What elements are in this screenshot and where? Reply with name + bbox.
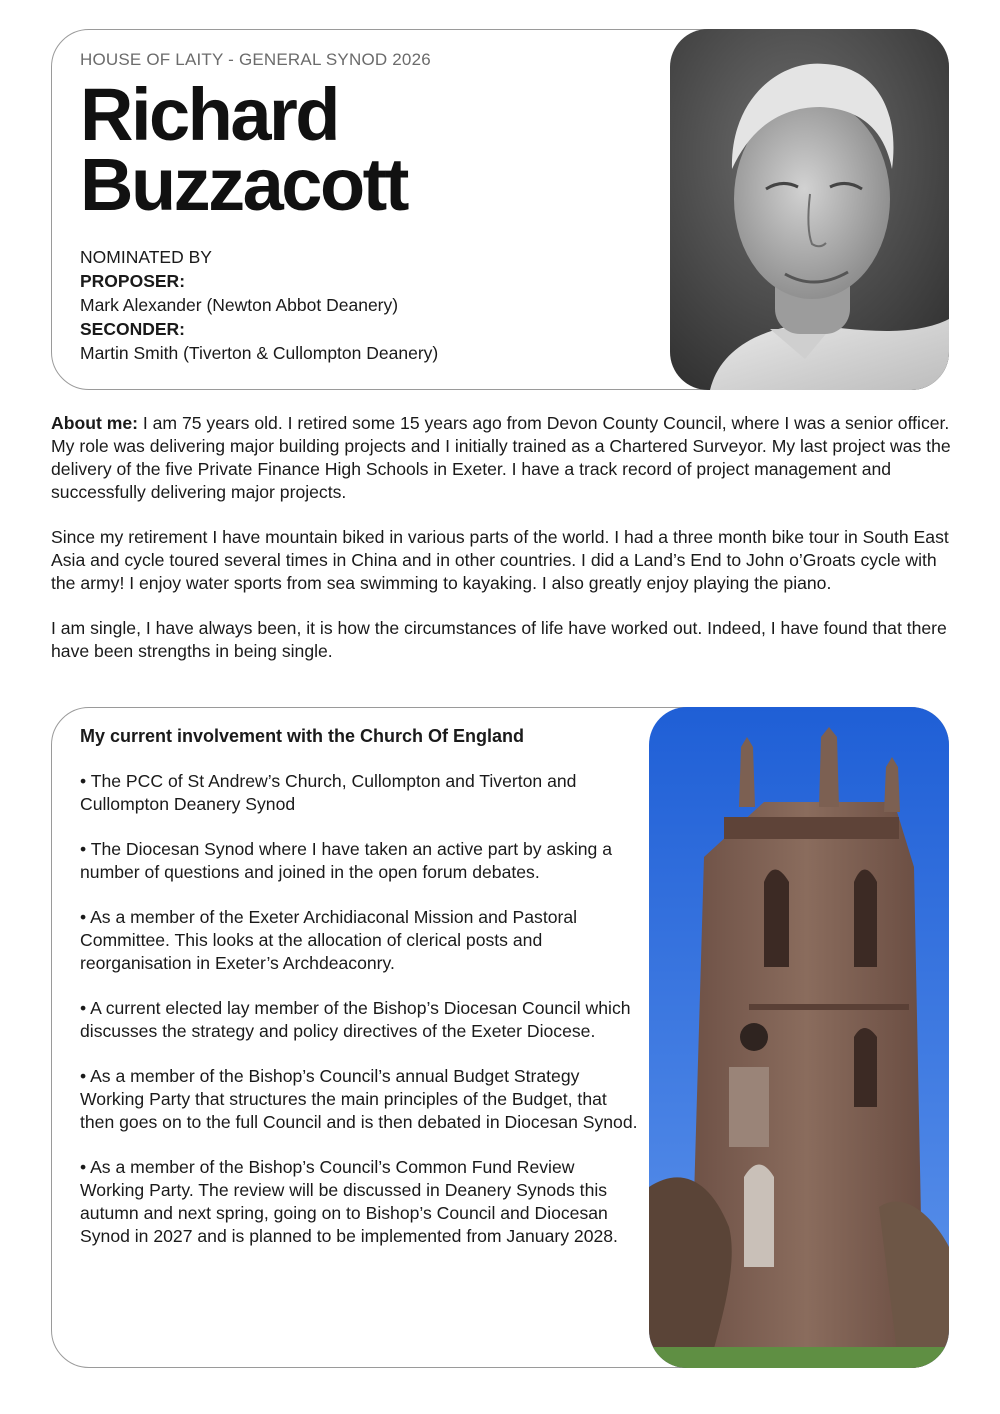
involvement-title: My current involvement with the Church Of England (80, 726, 525, 746)
proposer-label: PROPOSER: (80, 271, 186, 291)
involvement-item: • As a member of the Bishop’s Council’s Common Fund Review Working Party. The review will be discussed in Deanery Synods this autumn and next spring, going on to Bishop’s Council and Diocesan Synod in 2027 and is planned to be implemented from January 2028. (80, 1157, 618, 1246)
involvement-item: • The Diocesan Synod where I have taken an active part by asking a number of questions and joined in the open forum debates. (80, 839, 613, 882)
nominated-by-label: NOMINATED BY (80, 247, 212, 267)
involvement-section (80, 724, 640, 1270)
involvement-item: • As a member of the Exeter Archidiaconal Mission and Pastoral Committee. This looks at the allocation of clerical posts and reorganisation in Exeter’s Archdeaconry. (80, 907, 578, 973)
candidate-last-name: Buzzacott (80, 143, 407, 226)
candidate-first-name: Richard (80, 73, 339, 156)
about-paragraph-1 (51, 412, 956, 504)
involvement-item: • As a member of the Bishop’s Council’s annual Budget Strategy Working Party that structures the main principles of the Budget, that then goes on to the full Council and is then debated in Diocesan Synod. (80, 1066, 638, 1132)
about-paragraph-2: Since my retirement I have mountain biked in various parts of the world. I had a three month bike tour in South East Asia and cycle toured several times in China and in other countries. I did a Land’s End to John o’Groats cycle with the army! I enjoy water sports from sea swimming to kayaking. I also greatly enjoy playing the piano. (51, 527, 949, 593)
involvement-item: • The PCC of St Andrew’s Church, Cullompton and Tiverton and Cullompton Deanery Synod (80, 771, 577, 814)
nomination-block (80, 245, 438, 365)
about-label: About me: (51, 413, 138, 433)
seconder-label: SECONDER: (80, 319, 186, 339)
about-text-1: I am 75 years old. I retired some 15 years ago from Devon County Council, where I was a senior officer. My role was delivering major building projects and I initially trained as a Chartered Surveyor. My last project was the delivery of the five Private Finance High Schools in Exeter. I have a track record of project management and successfully delivering major projects. (51, 413, 951, 502)
candidate-name (80, 73, 407, 226)
seconder-name: Martin Smith (Tiverton & Cullompton Deanery) (80, 343, 439, 363)
about-paragraph-3: I am single, I have always been, it is how the circumstances of life have worked out. Indeed, I have found that there have been strengths in being single. (51, 618, 947, 661)
involvement-item: • A current elected lay member of the Bishop’s Diocesan Council which discusses the strategy and policy directives of the Exeter Diocese. (80, 998, 631, 1041)
candidate-portrait-photo (670, 29, 949, 390)
election-eyebrow: HOUSE OF LAITY - GENERAL SYNOD 2026 (80, 50, 431, 69)
proposer-name: Mark Alexander (Newton Abbot Deanery) (80, 295, 399, 315)
church-tower-photo (649, 707, 949, 1368)
about-section (51, 412, 956, 685)
